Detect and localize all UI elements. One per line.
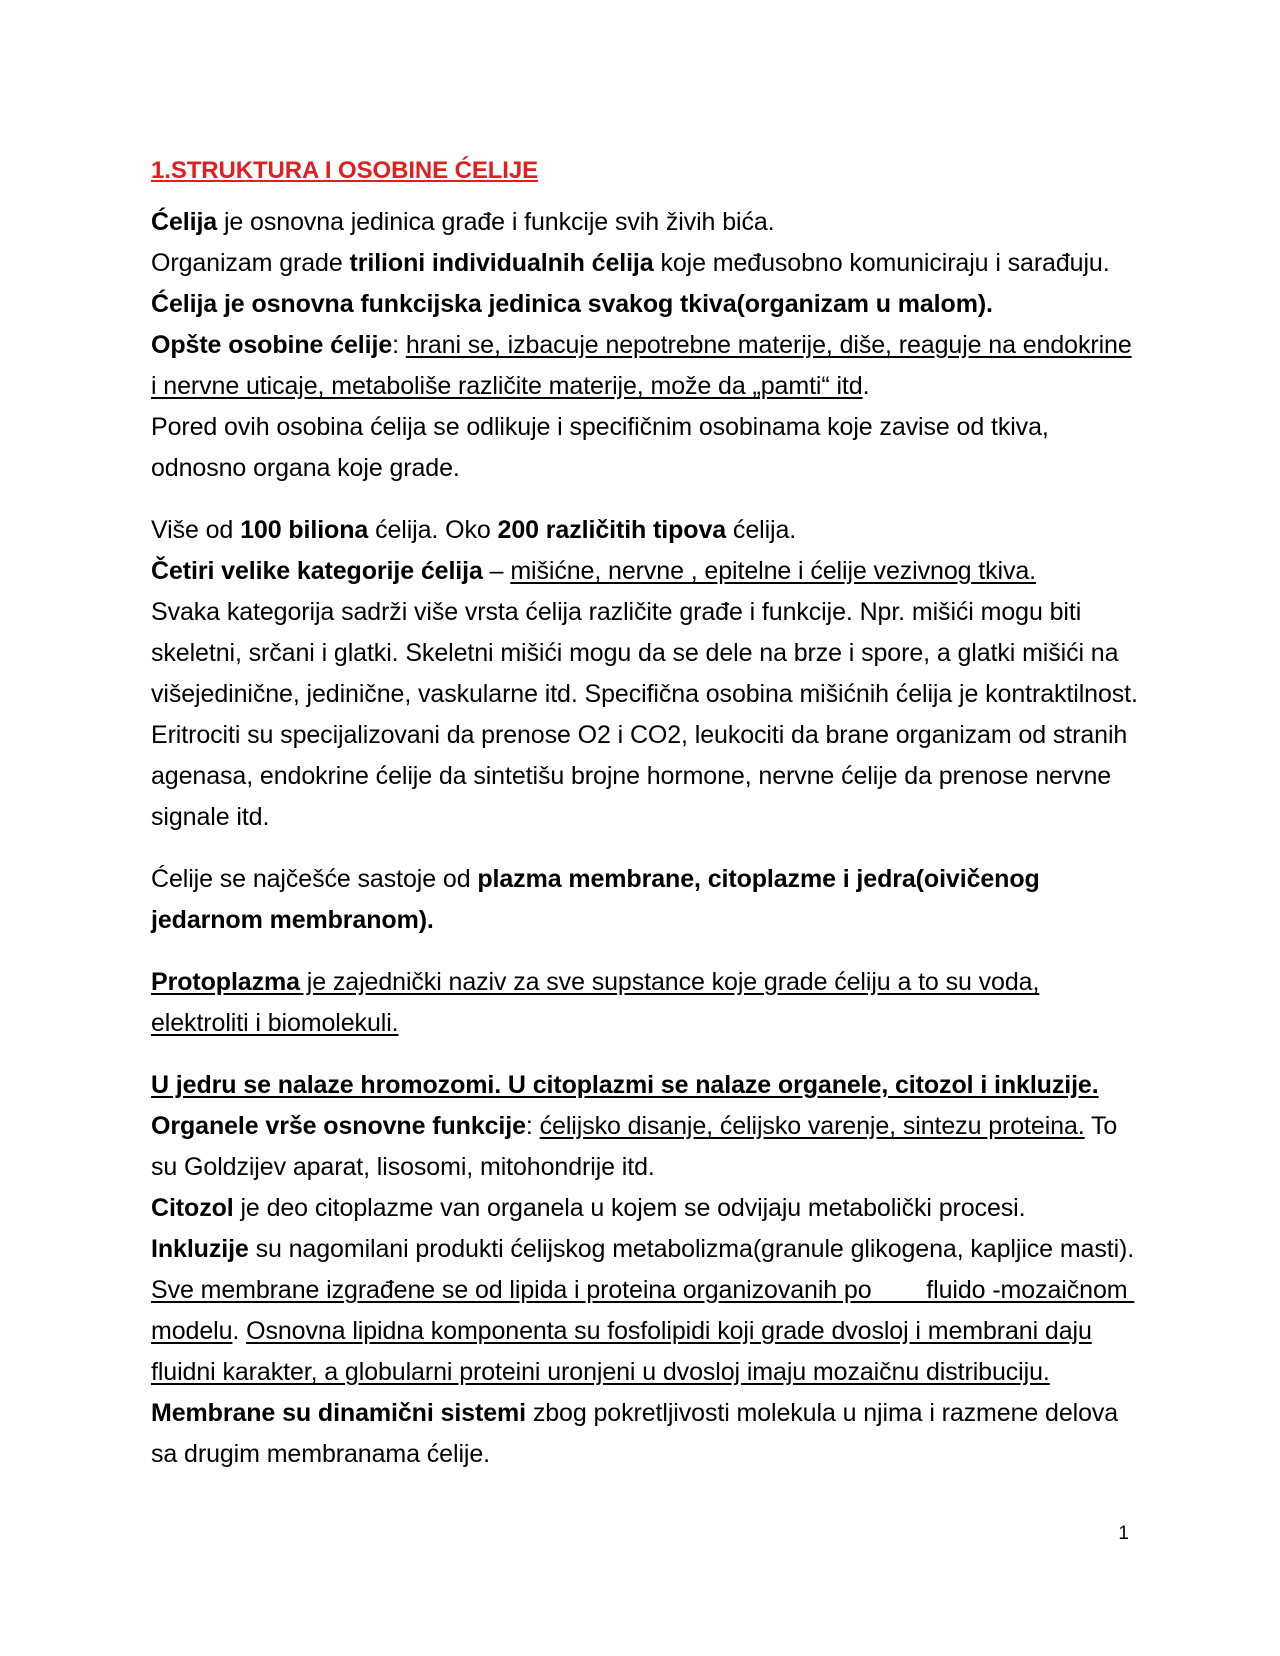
underlined-lipidi: Osnovna lipidna komponenta su fosfolipidi koji grade dvosloj i membrani daju fluidni karakter, a globularni proteini uronjeni u dvosloj imaju mozaičnu distribuciju. <box>151 1317 1092 1386</box>
term-osnovna-jedinica: Ćelija je osnovna funkcijska jedinica svakog tkiva(organizam u malom). <box>151 290 993 318</box>
text: su nagomilani produkti ćelijskog metabolizma(granule glikogena, kapljice masti). <box>248 1235 1135 1263</box>
text: je osnovna jedinica građe i funkcije svih živih bića. <box>217 208 775 236</box>
underlined-jedro <box>151 1071 1099 1099</box>
underlined-membrane: Sve membrane izgrađene se od lipida i proteina organizovanih po fluido -mozaičnom modelu <box>151 1276 1135 1345</box>
underlined-protoplazma <box>151 968 1039 1037</box>
paragraph-cell-composition <box>151 859 1141 941</box>
text: To su Goldzijev aparat, lisosomi, mitohondrije itd. <box>151 1112 1118 1181</box>
paragraph-cell-definition <box>151 202 1141 489</box>
text: . <box>862 372 870 400</box>
term-jedro: U jedru se nalaze hromozomi. U citoplazmi se nalaze organele, citozol i inkluzije. <box>151 1071 1099 1099</box>
section-title: 1.STRUKTURA I OSOBINE ĆELIJE <box>151 157 539 184</box>
text: Ćelije se najčešće sastoje od <box>151 865 478 893</box>
underlined-funkcije: ćelijsko disanje, ćelijsko varenje, sintezu proteina. <box>539 1112 1085 1140</box>
term-protoplazma: Protoplazma <box>151 968 300 996</box>
text: : <box>392 331 406 359</box>
term-100-biliona: 100 biliona <box>240 516 369 544</box>
term-organele: Organele vrše osnovne funkcije <box>151 1112 526 1140</box>
text: ćelija. Oko <box>368 516 498 544</box>
text: je deo citoplazme van organela u kojem se odvijaju metabolički procesi. <box>233 1194 1026 1222</box>
text: ćelija. <box>726 516 797 544</box>
text: . <box>232 1317 247 1345</box>
underlined-osobine: hrani se, izbacuje nepotrebne materije, diše, reaguje na endokrine i nervne uticaje, metaboliše različite materije, može da „pamti“ itd <box>151 331 1132 400</box>
term-inkluzije: Inkluzije <box>151 1235 249 1263</box>
text: : <box>525 1112 540 1140</box>
term-celija: Ćelija <box>151 208 218 236</box>
underlined-kategorije: mišićne, nervne , epitelne i ćelije vezivnog tkiva. <box>510 557 1037 585</box>
term-opste-osobine: Opšte osobine ćelije <box>151 331 393 359</box>
text: Pored ovih osobina ćelija se odlikuje i specifičnim osobinama koje zavise od tkiva, odnosno organa koje grade. <box>151 413 1049 482</box>
text: Više od <box>151 516 241 544</box>
text: Organizam grade <box>151 249 350 277</box>
term-200-tipova: 200 različitih tipova <box>497 516 727 544</box>
text: – <box>482 557 511 585</box>
paragraph-protoplazma <box>151 962 1141 1044</box>
text: koje međusobno komuniciraju i sarađuju. <box>653 249 1110 277</box>
term-dinamicni-sistemi: Membrane su dinamični sistemi <box>151 1399 526 1427</box>
term-citozol: Citozol <box>151 1194 234 1222</box>
page-number: 1 <box>1118 1523 1129 1544</box>
term-plazma-membrana: plazma membrane, citoplazme i jedra(oivičenog jedarnom membranom). <box>151 865 1040 934</box>
paragraph-organele <box>151 1065 1141 1475</box>
text: Svaka kategorija sadrži više vrsta ćelija različite građe i funkcije. Npr. mišići mogu biti skeletni, srčani i glatki. Skeletni mišići mogu da se dele na brze i spore, a glatki mišići na višejedinične, jedinične, vaskularne itd. Specifična osobina mišićnih ćelija je kontraktilnost. Eritrociti su specijalizovani da prenose O2 i CO2, leukociti da brane organizam od stranih agenasa, endokrine ćelije da sintetišu brojne hormone, nervne ćelije da prenose nervne signale itd. <box>151 598 1138 831</box>
paragraph-cell-types <box>151 510 1141 838</box>
term-trilioni: trilioni individualnih ćelija <box>349 249 654 277</box>
text: zbog pokretljivosti molekula u njima i razmene delova sa drugim membranama ćelije. <box>151 1399 1119 1468</box>
document-body <box>151 150 1141 1496</box>
term-cetiri-kategorije: Četiri velike kategorije ćelija <box>151 557 483 585</box>
text: je zajednički naziv za sve supstance koje grade ćeliju a to su voda, elektroliti i biomolekuli. <box>151 968 1040 1037</box>
